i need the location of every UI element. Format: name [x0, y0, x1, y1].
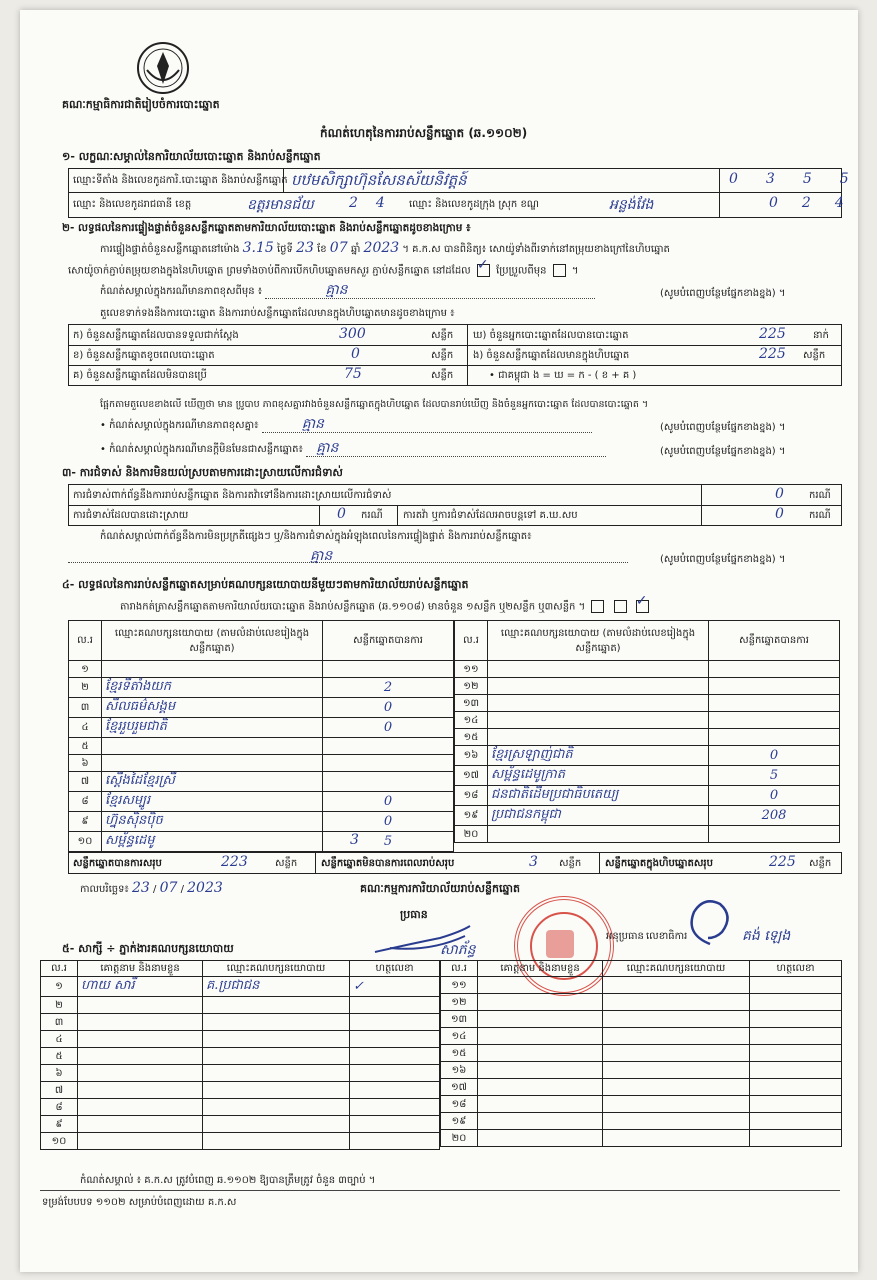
witness-party — [203, 1133, 350, 1150]
witness-row — [41, 1082, 440, 1099]
spoiled-value: 0 — [351, 346, 360, 362]
chair-name: សាភ័ន្ធ — [440, 942, 476, 958]
row-number: ៥ — [69, 738, 102, 755]
party-row — [69, 755, 454, 772]
witness-name — [478, 1028, 603, 1045]
party-row — [455, 766, 840, 786]
party-name — [102, 755, 323, 772]
party-name — [488, 695, 709, 712]
party-votes: 0 — [323, 792, 454, 812]
secretary-signature-icon — [680, 894, 740, 948]
section1-heading: ១- លក្ខណៈសម្គាល់នៃការិយាល័យបោះឆ្នោត និងរាប់សន្លឹកឆ្នោត — [62, 150, 321, 163]
witness-row — [441, 1096, 842, 1113]
row-number: ២០ — [455, 826, 488, 843]
witness-party — [603, 994, 750, 1011]
row-number: ១៥ — [441, 1045, 478, 1062]
party-votes: 5 — [323, 832, 454, 852]
witness-row — [41, 1133, 440, 1150]
same-checkbox[interactable] — [477, 264, 490, 277]
party-votes: 0 — [709, 786, 840, 806]
witness-row — [41, 977, 440, 997]
party-row — [455, 661, 840, 678]
figures-box: ក) ចំនួនសន្លឹកឆ្នោតដែលបានទទួលជាក់ស្ដែង 300 សន្លឹក ខ) ចំនួនសន្លឹកឆ្នោតខូចពេលបោះឆ្នោត 0 សន្លឹក គ) ចំនួនសន្លឹកឆ្នោតដែលមិនបានប្រើ 75 សន្លឹក ឃ) ចំនួនអ្នកបោះឆ្នោតដែលបានបោះឆ្នោត 225 នាក់ ង) ចំនួនសន្លឹកឆ្នោតដែលមានក្នុងហិបឆ្នោត 225 សន្លឹក • ជាគម្ពុជា ង = ឃ = ក - ( ខ + គ ) — [68, 324, 842, 386]
total-in-box: 225 — [769, 854, 796, 870]
figures-intro: តួលេខទាក់ទងនឹងការបោះឆ្នោត និងការរាប់សន្លឹកឆ្នោតដែលមានក្នុងហិបឆ្នោតមានដូចខាងក្រោម ៖ — [100, 308, 455, 319]
row-number: ១៣ — [455, 695, 488, 712]
party-name: សម្ព័ន្ធដេមូក្រាត — [488, 766, 709, 786]
check-time-line: ការផ្ទៀងផ្ទាត់ចំនួនសន្លឹកឆ្នោតនៅម៉ោង 3.15 ថ្ងៃទី 23 ខែ 07 ឆ្នាំ 2023 ។ គ.ក.ស បានពិនិត្យ៖ សោយ៉ូទាំងពីរទាក់នៅតម្រុយខាងក្រៅនៃហិបឆ្នោត — [100, 240, 670, 256]
party-votes — [709, 678, 840, 695]
witness-party — [603, 977, 750, 994]
witness-signature — [750, 1079, 842, 1096]
row-number: ១ — [69, 661, 102, 678]
witness-signature — [350, 1031, 440, 1048]
witness-row — [441, 1028, 842, 1045]
party-votes — [709, 695, 840, 712]
three-sheet-checkbox[interactable] — [636, 600, 649, 613]
party-name: សម្ព័ន្ធដេមូ — [102, 832, 323, 852]
one-sheet-checkbox[interactable] — [591, 600, 604, 613]
witness-signature: ✓ — [350, 977, 440, 997]
party-name: ខ្មែររួបរួមជាតិ — [102, 718, 323, 738]
witness-name — [478, 1062, 603, 1079]
party-votes — [323, 738, 454, 755]
witness-party — [603, 1113, 750, 1130]
witness-name — [78, 1031, 203, 1048]
committee-label: គណៈកម្មការការិយាល័យរាប់សន្លឹកឆ្នោត — [360, 882, 520, 895]
witness-row — [441, 1113, 842, 1130]
party-row — [69, 812, 454, 832]
row-number: ១១ — [441, 977, 478, 994]
party-row — [69, 698, 454, 718]
changed-checkbox[interactable] — [553, 264, 566, 277]
row-number: ១៩ — [455, 806, 488, 826]
party-votes — [709, 729, 840, 746]
witness-name — [478, 1096, 603, 1113]
party-votes: 0 — [323, 698, 454, 718]
witness-name — [78, 1048, 203, 1065]
party-row — [69, 718, 454, 738]
witness-row — [441, 1045, 842, 1062]
witness-signature — [750, 1113, 842, 1130]
witness-row — [41, 1031, 440, 1048]
total-valid: 223 — [221, 854, 248, 870]
formula: • ជាគម្ពុជា ង = ឃ = ក - ( ខ + គ ) — [489, 370, 637, 381]
row-number: ៣ — [41, 1014, 78, 1031]
witness-party — [603, 1130, 750, 1147]
party-name — [102, 661, 323, 678]
diff-note: • កំណត់សម្គាល់ក្នុងករណីមានភាពខុសគ្នា៖ គ្មាន — [100, 418, 592, 433]
irregularity-note: កំណត់សម្គាល់ពាក់ព័ន្ធនឹងការមិនប្រក្រតីផ្សេងៗ ឬ/និងការជំទាស់ក្នុងអំឡុងពេលនៃការផ្ទៀងផ្ទាត់ និងការរាប់សន្លឹកឆ្នោត៖ — [100, 531, 532, 542]
row-number: ៨ — [41, 1099, 78, 1116]
row-number: ៩ — [41, 1116, 78, 1133]
witness-row — [41, 1065, 440, 1082]
witness-signature — [750, 994, 842, 1011]
row-number: ១៦ — [441, 1062, 478, 1079]
witness-signature — [350, 1014, 440, 1031]
date-line: កាលបរិច្ឆេទ៖ 23 / 07 / 2023 — [80, 880, 223, 896]
party-name — [488, 661, 709, 678]
witness-signature — [350, 1065, 440, 1082]
party-row — [69, 772, 454, 792]
row-number: ៤ — [41, 1031, 78, 1048]
row-number: ១ — [41, 977, 78, 997]
party-name: ស្ដើងដៃខ្មែរស្រី — [102, 772, 323, 792]
change-note: កំណត់សម្គាល់ក្នុងករណីមានភាពខុសពីមុន ៖ គ្មាន — [100, 284, 595, 299]
total-invalid: 3 — [529, 854, 538, 870]
witness-row — [441, 1011, 842, 1028]
section2-heading: ២- លទ្ធផលនៃការផ្ទៀងផ្ទាត់ចំនួនសន្លឹកឆ្នោតតាមការិយាល័យបោះឆ្នោត និងរាប់សន្លឹកឆ្នោតដូចខាងក្រោម ៖ — [62, 222, 471, 234]
party-row — [69, 792, 454, 812]
district-code: 024 — [769, 195, 868, 211]
party-results-left: ល.រ ឈ្មោះគណបក្សនយោបាយ (តាមលំដាប់លេខរៀងក្នុងសន្លឹកឆ្នោត) សន្លឹកឆ្នោតបានការ ១ ២ ខ្មែរទីតាំងយក 2 ៣ សីលធម៌សង្គម 0 ៤ ខ្មែររួបរួមជាតិ 0 ៥ ៦ ៧ ស្ដើងដៃខ្មែរស្រី ៨ ខ្មែរសម្បូរ 0 ៩ ហ្វ៊ុនស៊ិនប៉ិច 0 ១០ សម្ព័ន្ធដេមូ 5 — [68, 620, 454, 852]
party-name — [488, 712, 709, 729]
party-votes: 2 — [323, 678, 454, 698]
form-footer: ទម្រង់បែបបទ ១១០២ សម្រាប់បំពេញដោយ គ.ក.ស — [42, 1197, 237, 1208]
witness-name — [478, 1079, 603, 1096]
party-votes — [323, 661, 454, 678]
party-votes — [709, 826, 840, 843]
party-name: ជនជាតិដើមប្រជាធិបតេយ្យ — [488, 786, 709, 806]
party-votes: 0 — [323, 812, 454, 832]
witness-name — [478, 977, 603, 994]
witness-signature — [750, 1045, 842, 1062]
row-number: ២០ — [441, 1130, 478, 1147]
totals-box: សន្លឹកឆ្នោតបានការសរុប 223 សន្លឹក សន្លឹកឆ្នោតមិនបានការពេលរាប់សរុប 3 សន្លឹក សន្លឹកឆ្នោតក្នុងហិបឆ្នោតសរុប 225 សន្លឹក — [68, 852, 842, 874]
witness-name — [78, 1099, 203, 1116]
witness-name — [78, 1082, 203, 1099]
witness-signature — [750, 1062, 842, 1079]
row-number: ៤ — [69, 718, 102, 738]
row-number: ១៤ — [441, 1028, 478, 1045]
witness-row — [441, 1062, 842, 1079]
witness-party — [603, 1045, 750, 1062]
voters-value: 225 — [759, 326, 786, 342]
witness-name — [78, 1065, 203, 1082]
row-number: ៦ — [41, 1065, 78, 1082]
witness-name — [78, 1133, 203, 1150]
party-row — [69, 738, 454, 755]
witness-party: គ.ប្រជាជន — [203, 977, 350, 997]
witness-party — [203, 1014, 350, 1031]
row-number: ៣ — [69, 698, 102, 718]
witness-party — [603, 1096, 750, 1113]
witness-row — [41, 1099, 440, 1116]
witness-row — [441, 977, 842, 994]
witness-party — [203, 1048, 350, 1065]
witness-name — [78, 1014, 203, 1031]
witness-signature — [350, 1116, 440, 1133]
witness-signature — [750, 1130, 842, 1147]
witness-signature — [750, 1011, 842, 1028]
row-number: ៦ — [69, 755, 102, 772]
row-number: ១០ — [41, 1133, 78, 1150]
party-votes — [709, 661, 840, 678]
party-row — [455, 746, 840, 766]
location-label: ឈ្មោះទីតាំង និងលេខកូដការិ.បោះឆ្នោត និងរាប់សន្លឹកឆ្នោត — [73, 175, 288, 186]
party-name: ខ្មែរសម្បូរ — [102, 792, 323, 812]
row-number: ៨ — [69, 792, 102, 812]
witness-party — [203, 1065, 350, 1082]
witness-row — [41, 997, 440, 1014]
party-name — [488, 678, 709, 695]
row-number: ១២ — [441, 994, 478, 1011]
row-number: ១៦ — [455, 746, 488, 766]
witness-party — [603, 1079, 750, 1096]
section4-heading: ៤- លទ្ធផលនៃការរាប់សន្លឹកឆ្នោតសម្រាប់គណបក្សនយោបាយនីមួយៗតាមការិយាល័យរាប់សន្លឹកឆ្នោត — [62, 578, 469, 591]
witness-signature — [350, 1082, 440, 1099]
party-row — [69, 678, 454, 698]
witness-party — [203, 1099, 350, 1116]
non-ballot-note: • កំណត់សម្គាល់ក្នុងករណីមានក្តីមិនមែនជាសន្លឹកឆ្នោត៖ គ្មាន — [100, 442, 606, 457]
emblem-icon — [135, 40, 191, 96]
location-value: បឋមសិក្សាហ៊ុនសែនស័យនិវត្តន៍ — [291, 171, 467, 189]
row-number: ១១ — [455, 661, 488, 678]
witness-table-right: ល.រ គោត្តនាម និងនាមខ្លួន ឈ្មោះគណបក្សនយោបាយ ហត្ថលេខា ១១ ១២ ១៣ ១៤ ១៥ ១៦ ១៧ ១៨ ១៩ ២០ — [440, 960, 842, 1147]
witness-signature — [350, 1133, 440, 1150]
district-value: អន្លង់វែង — [609, 197, 654, 213]
unused-value: 75 — [344, 366, 362, 382]
witness-signature — [750, 977, 842, 994]
location-box — [68, 168, 877, 218]
witness-row — [41, 1116, 440, 1133]
party-name: ប្រជាជនកម្ពុជា — [488, 806, 709, 826]
row-number: ១២ — [455, 678, 488, 695]
witness-party — [603, 1011, 750, 1028]
section5-heading: ៥- សាក្សី ÷ ភ្នាក់ងារគណបក្សនយោបាយ — [62, 942, 234, 955]
irregularity-value: គ្មាន — [310, 548, 333, 564]
row-number: ១៣ — [441, 1011, 478, 1028]
witness-party — [603, 1062, 750, 1079]
sheet-count-line: តារាងកត់ត្រាសន្លឹកឆ្នោតតាមការិយាល័យបោះឆ្នោត និងរាប់សន្លឹកឆ្នោត (ឆ.១១០៨) មានចំនួន ១សន្លឹក ឬ២សន្លឹក ឬ៣សន្លឹក ។ ✓ — [120, 600, 652, 614]
witness-name — [78, 1116, 203, 1133]
province-code: 24 — [349, 195, 403, 211]
witness-signature — [750, 1096, 842, 1113]
witness-party — [203, 1116, 350, 1133]
received-value: 300 — [339, 326, 366, 342]
party-name — [488, 729, 709, 746]
party-name — [488, 826, 709, 843]
fill-hint-1: (សូមបំពេញបន្ថែមផ្នែកខាងខ្នង) ។ — [660, 288, 786, 299]
witness-name — [478, 1130, 603, 1147]
party-name: ហ្វ៊ុនស៊ិនប៉ិច — [102, 812, 323, 832]
party-row — [69, 832, 454, 852]
party-row — [455, 678, 840, 695]
party-row — [455, 826, 840, 843]
witness-party — [203, 997, 350, 1014]
row-number: ២ — [41, 997, 78, 1014]
form-title: កំណត់ហេតុនៃការរាប់សន្លឹកឆ្នោត (ឆ.១១០២) — [320, 126, 528, 140]
secretary-name: គង់ ឡេង — [742, 928, 791, 944]
witness-signature — [750, 1028, 842, 1045]
party-row — [69, 661, 454, 678]
witness-name — [478, 1113, 603, 1130]
location-code: 0355 — [729, 171, 877, 187]
party-votes: 208 — [709, 806, 840, 826]
party-row — [455, 786, 840, 806]
row-number: ១០ — [69, 832, 102, 852]
compare-line: ផ្អែកតាមតួលេខខាងលើ ឃើញថា មាន ប្រូបាប ភាពខុសគ្នារវាងចំនួនសន្លឹកឆ្នោតក្នុងហិបឆ្នោត ដែលបានរាប់ឃើញ និងចំនួនអ្នកបោះឆ្នោត ដែលបានបោះឆ្នោត ។ — [100, 399, 649, 410]
row-number: ៧ — [69, 772, 102, 792]
chair-label: ប្រធាន — [400, 908, 428, 921]
row-number: ១៥ — [455, 729, 488, 746]
witness-row — [441, 994, 842, 1011]
witness-signature — [350, 1099, 440, 1116]
party-votes — [323, 755, 454, 772]
witness-row — [441, 1130, 842, 1147]
row-number: ៥ — [41, 1048, 78, 1065]
party-row — [455, 806, 840, 826]
witness-name — [478, 1045, 603, 1062]
witness-row — [41, 1014, 440, 1031]
witness-party — [203, 1082, 350, 1099]
party-results-right: ល.រ ឈ្មោះគណបក្សនយោបាយ (តាមលំដាប់លេខរៀងក្នុងសន្លឹកឆ្នោត) សន្លឹកឆ្នោតបានការ ១១ ១២ ១៣ ១៤ ១៥ ១៦ ខ្មែរស្រឡាញ់ជាតិ 0 ១៧ សម្ព័ន្ធដេមូក្រាត 5 ១៨ ជនជាតិដើមប្រជាធិបតេយ្យ 0 ១៩ ប្រជាជនកម្ពុជា 208 ២០ — [454, 620, 840, 843]
footnote: កំណត់សម្គាល់ ៖ គ.ក.ស ត្រូវបំពេញ ឆ.១១០២ ឱ្យបានត្រឹមត្រូវ ចំនួន ៣ច្បាប់ ។ — [80, 1175, 376, 1186]
ballot-count-form: គណៈកម្មាធិការជាតិរៀបចំការបោះឆ្នោត កំណត់ហេតុនៃការរាប់សន្លឹកឆ្នោត (ឆ.១១០២) ១- លក្ខណៈសម្គាល់នៃការិយាល័យបោះឆ្នោត និងរាប់សន្លឹកឆ្នោត ឈ្មោះទីតាំង និងលេខកូដការិ.បោះឆ្នោត និងរាប់សន្លឹកឆ្នោត បឋមសិក្សាហ៊ុនសែនស័យនិវត្តន៍ 0355 ឈ្មោះ និងលេខកូដរាជធានី ខេត្ត ឧត្ដរមានជ័យ 24 ឈ្មោះ និងលេខកូដក្រុង ស្រុក ខណ្ឌ អន្លង់វែង 024 ២- លទ្ធផលនៃការផ្ទៀងផ្ទាត់ចំនួនសន្លឹកឆ្នោតតាមការិយាល័យបោះឆ្នោត និងរាប់សន្លឹកឆ្នោតដូចខាងក្រោម ៖ ការផ្ទៀងផ្ទាត់ចំនួនសន្លឹកឆ្នោតនៅម៉ោង 3.15 ថ្ងៃទី 23 ខែ 07 ឆ្នាំ 2023 ។ គ.ក.ស បានពិនិត្យ៖ សោយ៉ូទាំងពីរទាក់នៅតម្រុយខាងក្រៅនៃហិបឆ្នោត សោយ៉ូចាក់ភ្ជាប់តម្រុយខាងក្នុងនៃហិបឆ្នោត ព្រមទាំងចាប់ពីការបើកហិបឆ្នោតមកសួរ ភ្ជាប់សន្លឹកឆ្នោត នៅដដែល ✓ ប្រែប្រួលពីមុន ។ កំណត់សម្គាល់ក្នុងករណីមានភាពខុសពីមុន ៖ គ្មាន (សូមបំពេញបន្ថែមផ្នែកខាងខ្នង) ។ តួលេខទាក់ទងនឹងការបោះឆ្នោត និងការរាប់សន្លឹកឆ្នោតដែលមានក្នុងហិបឆ្នោតមានដូចខាងក្រោម ៖ ក) ចំនួនសន្លឹកឆ្នោតដែលបានទទួលជាក់ស្ដែង 300 សន្លឹក ខ) ចំនួនសន្លឹកឆ្នោតខូចពេលបោះឆ្នោត 0 សន្លឹក គ) ចំនួនសន្លឹកឆ្នោតដែលមិនបានប្រើ 75 សន្លឹក ឃ) ចំនួនអ្នកបោះឆ្នោតដែលបានបោះឆ្នោត 225 នាក់ ង) ចំនួនសន្លឹកឆ្នោតដែលមានក្នុងហិបឆ្នោត 225 សន្លឹក • ជាគម្ពុជា ង = ឃ = ក - ( ខ + គ ) ផ្អែកតាមតួលេខខាងលើ ឃើញថា មាន ប្រូបាប ភាពខុសគ្នារវាងចំនួនសន្លឹកឆ្នោតក្នុងហិបឆ្នោត ដែលបានរាប់ឃើញ និងចំនួនអ្នកបោះឆ្នោត ដែលបានបោះឆ្នោត ។ • កំណត់សម្គាល់ក្នុងករណីមានភាពខុសគ្នា៖ គ្មាន (សូមបំពេញបន្ថែមផ្នែកខាងខ្នង) ។ • កំណត់សម្គាល់ក្នុងករណីមានក្តីមិនមែនជាសន្លឹកឆ្នោត៖ គ្មាន (សូមបំពេញបន្ថែមផ្នែកខាងខ្នង) ។ ៣- ការជំទាស់ និងការមិនយល់ស្របតាមការដោះស្រាយលើការជំទាស់ ការជំទាស់ពាក់ព័ន្ធនឹងការរាប់សន្លឹកឆ្នោត និងការតវ៉ាទៅនឹងការដោះស្រាយលើការជំទាស់ 0 ករណី ការជំទាស់ដែលបានដោះស្រាយ 0 ករណី ការតវ៉ា ឬការជំទាស់ដែលអាចបន្ដទៅ គ.ឃ.សប 0 ករណី កំណត់សម្គាល់ពាក់ព័ន្ធនឹងការមិនប្រក្រតីផ្សេងៗ ឬ/និងការជំទាស់ក្នុងអំឡុងពេលនៃការផ្ទៀងផ្ទាត់ និងការរាប់សន្លឹកឆ្នោត៖ គ្មាន (សូមបំពេញបន្ថែមផ្នែកខាងខ្នង) ។ ៤- លទ្ធផលនៃការរាប់សន្លឹកឆ្នោតសម្រាប់គណបក្សនយោបាយនីមួយៗតាមការិយាល័យរាប់សន្លឹកឆ្នោត តារាងកត់ត្រាសន្លឹកឆ្នោតតាមការិយាល័យបោះឆ្នោត និងរាប់សន្លឹកឆ្នោត (ឆ.១១០៨) មានចំនួន ១សន្លឹក ឬ២សន្លឹក ឬ៣សន្លឹក ។ ✓ ល.រ ឈ្មោះគណបក្សនយោបាយ (តាមលំដាប់លេខរៀងក្នុងសន្លឹកឆ្នោត) សន្លឹកឆ្នោតបានការ ១ ២ ខ្មែរទីតាំងយក 2 ៣ សីលធម៌សង្គម 0 ៤ ខ្មែររួបរួមជាតិ 0 ៥ ៦ ៧ ស្ដើងដៃខ្មែរស្រី ៨ ខ្មែរសម្បូរ 0 ៩ ហ្វ៊ុនស៊ិនប៉ិច 0 ១០ សម្ព័ន្ធដេមូ 5 ល.រ ឈ្មោះគណបក្សនយោបាយ (តាមលំដាប់លេខរៀងក្នុងសន្លឹកឆ្នោត) សន្លឹកឆ្នោតបានការ ១១ ១២ ១៣ ១៤ ១៥ ១៦ ខ្មែរស្រឡាញ់ជាតិ 0 ១៧ សម្ព័ន្ធដេមូក្រាត 5 ១៨ ជនជាតិដើមប្រជាធិបតេយ្យ 0 ១៩ ប្រជាជនកម្ពុជា 208 ២០ 3 សន្លឹកឆ្នោតបានការសរុប 223 សន្លឹក សន្លឹកឆ្នោតមិនបានការពេលរាប់សរុប 3 សន្លឹក សន្លឹកឆ្នោតក្នុងហិបឆ្នោតសរុប 225 សន្លឹក កាលបរិច្ឆេទ៖ 23 / 07 / 2023 គណៈកម្មការការិយាល័យរាប់សន្លឹកឆ្នោត ប្រធាន សាភ័ន្ធ អនុប្រធាន លេខាធិការ គង់ ឡេង ៥- សាក្សី ÷ ភ្នាក់ងារគណបក្សនយោបាយ ល.រ គោត្តនាម និងនាមខ្លួន ឈ្មោះគណបក្សនយោបាយ ហត្ថលេខា ១ ហាយ សារី គ.ប្រជាជន ✓ ២ ៣ ៤ ៥ ៦ ៧ ៨ ៩ ១០ ល.រ គោត្តនាម និងនាមខ្លួន ឈ្មោះគណបក្សនយោបាយ ហត្ថលេខា ១១ ១២ ១៣ ១៤ ១៥ ១៦ ១៧ ១៨ ១៩ ២០ កំណត់សម្គាល់ ៖ គ.ក.ស ត្រូវបំពេញ ឆ.១១០២ ឱ្យបានត្រឹមត្រូវ ចំនួន ៣ច្បាប់ ។ ទម្រង់បែបបទ ១១០២ សម្រាប់បំពេញដោយ គ.ក.ស — [20, 10, 858, 1272]
row-number: ១៤ — [455, 712, 488, 729]
district-label: ឈ្មោះ និងលេខកូដក្រុង ស្រុក ខណ្ឌ — [409, 199, 539, 210]
row-number: ១៧ — [455, 766, 488, 786]
deputy-label: អនុប្រធាន — [606, 931, 644, 942]
section3-heading: ៣- ការជំទាស់ និងការមិនយល់ស្របតាមការដោះស្រាយលើការជំទាស់ — [62, 466, 343, 479]
party-name — [102, 738, 323, 755]
witness-name — [478, 1011, 603, 1028]
party-votes: 0 — [709, 746, 840, 766]
party-row — [455, 712, 840, 729]
objection-box: ការជំទាស់ពាក់ព័ន្ធនឹងការរាប់សន្លឹកឆ្នោត និងការតវ៉ាទៅនឹងការដោះស្រាយលើការជំទាស់ 0 ករណី ការជំទាស់ដែលបានដោះស្រាយ 0 ករណី ការតវ៉ា ឬការជំទាស់ដែលអាចបន្ដទៅ គ.ឃ.សប 0 ករណី — [68, 484, 842, 526]
seal-line: សោយ៉ូចាក់ភ្ជាប់តម្រុយខាងក្នុងនៃហិបឆ្នោត ព្រមទាំងចាប់ពីការបើកហិបឆ្នោតមកសួរ ភ្ជាប់សន្លឹកឆ្នោត នៅដដែល ✓ ប្រែប្រួលពីមុន ។ — [68, 264, 578, 278]
witness-party — [603, 1028, 750, 1045]
row-number: ១៨ — [441, 1096, 478, 1113]
box-ballots-value: 225 — [759, 346, 786, 362]
witness-name — [478, 994, 603, 1011]
party-name: សីលធម៌សង្គម — [102, 698, 323, 718]
party-name: ខ្មែរទីតាំងយក — [102, 678, 323, 698]
extra-vote: 3 — [350, 832, 359, 848]
province-label: ឈ្មោះ និងលេខកូដរាជធានី ខេត្ត — [73, 199, 192, 210]
row-number: ១៨ — [455, 786, 488, 806]
party-name: ខ្មែរស្រឡាញ់ជាតិ — [488, 746, 709, 766]
party-votes — [323, 772, 454, 792]
party-votes — [709, 712, 840, 729]
row-number: ១៧ — [441, 1079, 478, 1096]
province-value: ឧត្ដរមានជ័យ — [247, 197, 314, 213]
two-sheet-checkbox[interactable] — [614, 600, 627, 613]
row-number: ៧ — [41, 1082, 78, 1099]
witness-signature — [350, 1048, 440, 1065]
party-votes: 0 — [323, 718, 454, 738]
witness-table-left: ល.រ គោត្តនាម និងនាមខ្លួន ឈ្មោះគណបក្សនយោបាយ ហត្ថលេខា ១ ហាយ សារី គ.ប្រជាជន ✓ ២ ៣ ៤ ៥ ៦ ៧ ៨ ៩ ១០ — [40, 960, 440, 1150]
witness-name — [78, 997, 203, 1014]
row-number: ១៩ — [441, 1113, 478, 1130]
witness-name: ហាយ សារី — [78, 977, 203, 997]
row-number: ២ — [69, 678, 102, 698]
witness-party — [203, 1031, 350, 1048]
witness-signature — [350, 997, 440, 1014]
witness-row — [41, 1048, 440, 1065]
party-votes: 5 — [709, 766, 840, 786]
witness-row — [441, 1079, 842, 1096]
org-name: គណៈកម្មាធិការជាតិរៀបចំការបោះឆ្នោត — [62, 98, 220, 111]
party-row — [455, 695, 840, 712]
secretary-label: លេខាធិការ — [646, 931, 688, 942]
row-number: ៩ — [69, 812, 102, 832]
party-row — [455, 729, 840, 746]
